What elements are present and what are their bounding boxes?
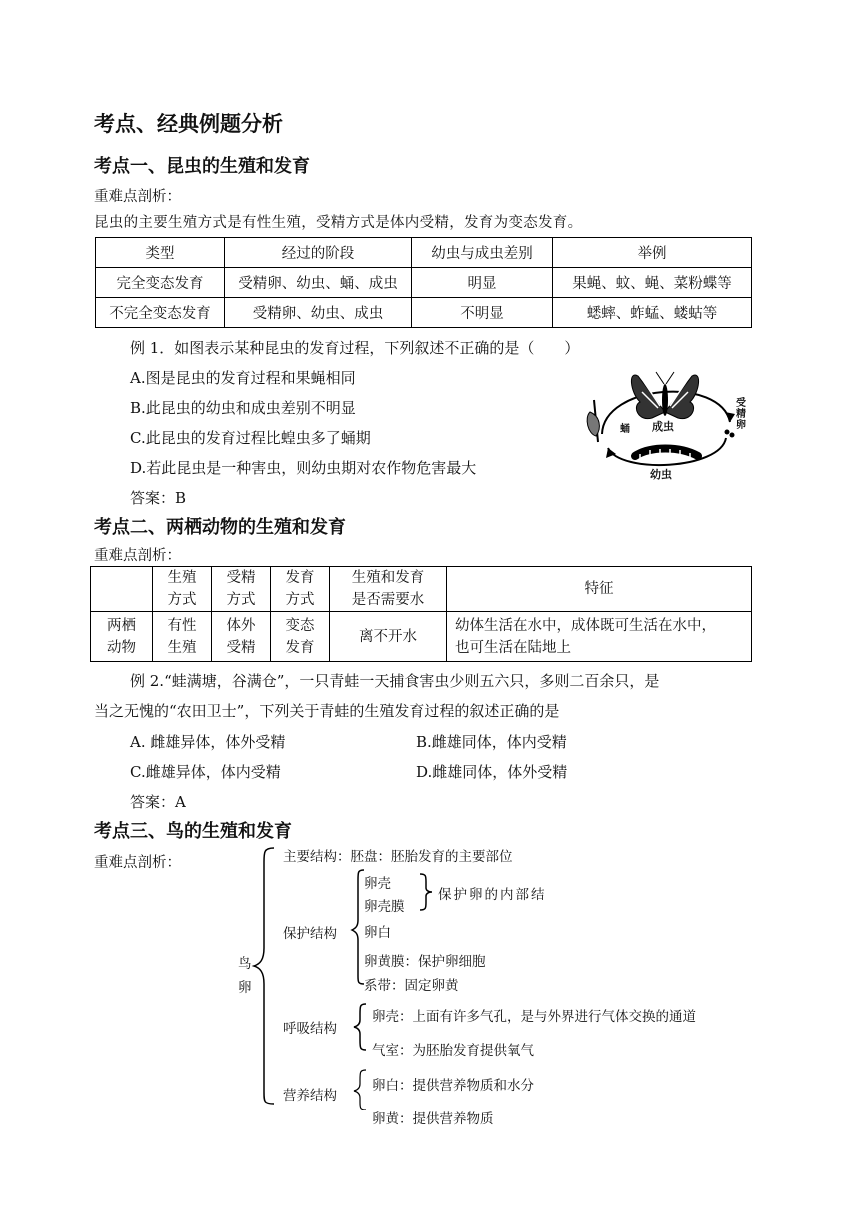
- section3-subheading: 重难点剖析：: [94, 855, 181, 871]
- table-header: 生殖和发育 是否需要水: [330, 567, 447, 612]
- table-cell: 受精卵、幼虫、成虫: [225, 298, 412, 328]
- table-cell: 不明显: [412, 298, 553, 328]
- insect-development-table: [95, 237, 752, 328]
- example1-option-d: D.若此昆虫是一种害虫，则幼虫期对农作物危害最大: [130, 459, 477, 477]
- example1-question: 例 1．如图表示某种昆虫的发育过程，下列叙述不正确的是（ ）: [130, 339, 580, 357]
- table-header: 经过的阶段: [225, 238, 412, 268]
- protect-brace-note: 保护卵的内部结: [438, 887, 547, 903]
- protect-item: 系带：固定卵黄: [364, 978, 459, 994]
- table-header: 发育 方式: [271, 567, 330, 612]
- bird-egg-root-label: 鸟卵: [238, 956, 252, 996]
- section2-heading: 考点二、两栖动物的生殖和发育: [94, 517, 346, 538]
- caterpillar-icon: [635, 449, 698, 461]
- section1-intro: 昆虫的主要生殖方式是有性生殖，受精方式是体内受精，发育为变态发育。: [94, 215, 583, 231]
- table-cell: 完全变态发育: [96, 268, 225, 298]
- table-header: 特征: [447, 567, 752, 612]
- table-row-label: 两栖 动物: [91, 612, 153, 662]
- table-cell: 受精卵、幼虫、蛹、成虫: [225, 268, 412, 298]
- example1-answer: 答案：B: [130, 489, 187, 507]
- section2-subheading: 重难点剖析：: [94, 548, 181, 564]
- page-title: 考点、经典例题分析: [94, 112, 283, 136]
- table-cell: 离不开水: [330, 612, 447, 662]
- breath-item: 卵壳：上面有许多气孔，是与外界进行气体交换的通道: [372, 1009, 696, 1025]
- nutrition-item: 卵白：提供营养物质和水分: [372, 1078, 534, 1094]
- breath-item: 气室：为胚胎发育提供氧气: [372, 1043, 534, 1059]
- section1-subheading: 重难点剖析：: [94, 189, 181, 205]
- pupa-icon: [587, 400, 599, 442]
- nutrition-item: 卵黄：提供营养物质: [372, 1111, 494, 1127]
- protect-item: 卵壳: [364, 876, 391, 892]
- protect-item: 卵白: [364, 925, 391, 941]
- example2-answer: 答案：A: [130, 793, 186, 811]
- label-pupa: 蛹: [620, 424, 630, 435]
- table-cell: 不完全变态发育: [96, 298, 225, 328]
- protect-item: 卵黄膜：保护卵细胞: [364, 954, 486, 970]
- table-header: 幼虫与成虫差别: [412, 238, 553, 268]
- table-header: 受精 方式: [212, 567, 271, 612]
- example1-option-a: A.图是昆虫的发育过程和果蝇相同: [130, 369, 356, 387]
- example2-option-d: D.雌雄同体，体外受精: [416, 763, 568, 781]
- egg-icon: [725, 430, 735, 438]
- butterfly-icon: [631, 372, 698, 419]
- table-cell: 明显: [412, 268, 553, 298]
- butterfly-lifecycle-figure: [580, 362, 750, 486]
- table-cell: 幼体生活在水中，成体既可生活在水中， 也可生活在陆地上: [447, 612, 752, 662]
- example2-option-c: C.雌雄异体，体内受精: [130, 763, 281, 781]
- label-egg: 受精卵: [736, 398, 746, 431]
- section1-heading: 考点一、昆虫的生殖和发育: [94, 156, 310, 177]
- amphibian-table: [90, 566, 752, 662]
- protect-structure-label: 保护结构: [283, 926, 337, 942]
- table-header: [91, 567, 153, 612]
- table-cell: 变态 发育: [271, 612, 330, 662]
- nutrition-structure-label: 营养结构: [283, 1088, 337, 1104]
- example2-option-a: A. 雌雄异体，体外受精: [130, 733, 286, 751]
- small-brace: [418, 872, 434, 912]
- main-structure: 主要结构：胚盘：胚胎发育的主要部位: [283, 849, 513, 865]
- example2-option-b: B.雌雄同体，体内受精: [416, 733, 567, 751]
- label-adult: 成虫: [652, 420, 674, 433]
- example2-question-line2: 当之无愧的“农田卫士”，下列关于青蛙的生殖发育过程的叙述正确的是: [94, 702, 560, 720]
- table-header: 举例: [553, 238, 752, 268]
- table-cell: 蟋蟀、蚱蜢、蝼蛄等: [553, 298, 752, 328]
- table-cell: 有性 生殖: [153, 612, 212, 662]
- table-header: 生殖 方式: [153, 567, 212, 612]
- example1-option-b: B.此昆虫的幼虫和成虫差别不明显: [130, 399, 356, 417]
- protect-item: 卵壳膜: [364, 899, 405, 915]
- table-header: 类型: [96, 238, 225, 268]
- label-larva: 幼虫: [650, 468, 672, 481]
- example1-option-c: C.此昆虫的发育过程比蝗虫多了蛹期: [130, 429, 371, 447]
- example2-question-line1: 例 2.“蛙满塘，谷满仓”，一只青蛙一天捕食害虫少则五六只，多则二百余只，是: [130, 672, 660, 690]
- table-cell: 果蝇、蚊、蝇、菜粉蝶等: [553, 268, 752, 298]
- table-cell: 体外 受精: [212, 612, 271, 662]
- breath-structure-label: 呼吸结构: [283, 1021, 337, 1037]
- section3-heading: 考点三、鸟的生殖和发育: [94, 821, 292, 842]
